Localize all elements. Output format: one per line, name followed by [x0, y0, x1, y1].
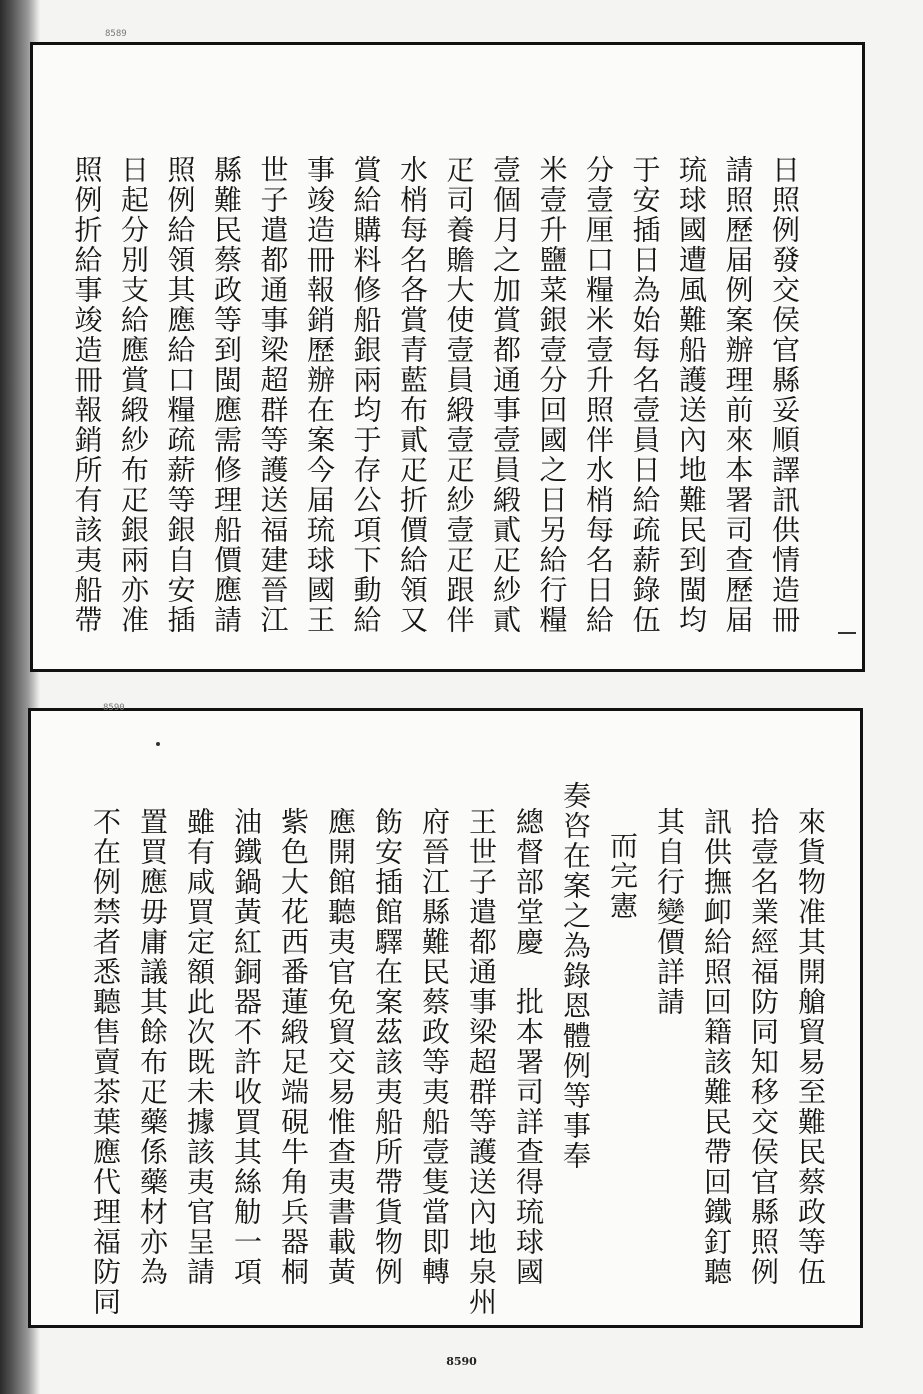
- text-column: 不在例禁者悉聽售賣茶葉應代理福防同: [89, 807, 122, 1317]
- text-column: 拾壹名業經福防同知移交侯官縣照例: [747, 807, 780, 1287]
- text-column: 賞給購料修船銀兩均于存公項下動給: [349, 155, 383, 635]
- text-column: 疋司養贍大使壹員緞壹疋紗壹疋跟伴: [442, 155, 476, 635]
- text-column: 事竣造冊報銷歷辦在案今届琉球國王: [303, 155, 336, 635]
- text-column: 分壹厘口糧米壹升照伴水梢每名日給: [582, 155, 615, 635]
- text-column: 于安插日為始每名壹員日給疏薪錄伍: [628, 155, 662, 635]
- text-column: 來貨物准其開艙貿易至難民蔡政等伍: [794, 807, 827, 1287]
- text-column: 王世子遣都通事梁超群等護送內地泉州: [465, 807, 498, 1317]
- text-column: 紫色大花西番蓮緞足端硯牛角兵器桐: [277, 807, 310, 1287]
- text-column: 置買應毋庸議其餘布疋藥係藥材亦為: [136, 807, 169, 1287]
- text-column: 而完憲: [606, 831, 639, 921]
- text-column: 米壹升鹽菜銀壹分回國之日另給行糧: [535, 155, 569, 635]
- margin-tick: [838, 632, 856, 634]
- text-column: 應開館聽夷官免貿交易惟查夷書載黃: [324, 807, 357, 1287]
- text-column: 照例給領其應給口糧疏薪等銀自安插: [163, 155, 197, 635]
- text-column: 油鐵鍋黃紅銅器不許收買其絲觔一項: [230, 807, 263, 1287]
- text-column: 府晉江縣難民蔡政等夷船壹隻當即轉: [418, 807, 451, 1287]
- text-column: 雖有咸買定額此次既未據該夷官呈請: [183, 807, 216, 1287]
- text-column: 日照例發交侯官縣妥順譯訊供情造冊: [768, 155, 801, 635]
- text-column: 飭安插館驛在案茲該夷船所帶貨物例: [371, 807, 404, 1287]
- text-column: 請照歷届例案辦理前來本署司查歷届: [721, 155, 755, 635]
- top-frame-number: 8589: [105, 29, 127, 39]
- text-column: 縣難民蔡政等到閩應需修理船價應請: [210, 155, 243, 635]
- bottom-frame-number: 8590: [103, 703, 125, 713]
- text-column: 世子遣都通事梁超群等護送福建晉江: [256, 155, 290, 635]
- bottom-columns: [31, 711, 860, 1325]
- text-column: 其自行變價詳請: [653, 807, 686, 1017]
- text-column: 日起分別支給應賞緞紗布疋銀兩亦准: [117, 155, 150, 635]
- text-column: 照例折給事竣造冊報銷所有該夷船帶: [70, 155, 104, 635]
- text-column: 水梢每名各賞青藍布貳疋折價給領又: [396, 155, 429, 635]
- page-number: 8590: [446, 1355, 477, 1368]
- text-column: 奏咨在案之為錄恩體例等事奉: [559, 781, 592, 1171]
- ink-dot: [156, 742, 160, 746]
- text-column: 訊供撫卹給照回籍該難民帶回鐵釘聽: [700, 807, 733, 1287]
- text-column: 總督部堂慶 批本署司詳查得琉球國: [512, 807, 545, 1287]
- top-columns: [33, 45, 862, 669]
- bottom-text-panel: [28, 703, 863, 1328]
- top-text-panel: [30, 29, 865, 672]
- text-column: 琉球國遭風難船護送內地難民到閩均: [675, 155, 708, 635]
- text-column: 壹個月之加賞都通事壹員緞貳疋紗貳: [489, 155, 522, 635]
